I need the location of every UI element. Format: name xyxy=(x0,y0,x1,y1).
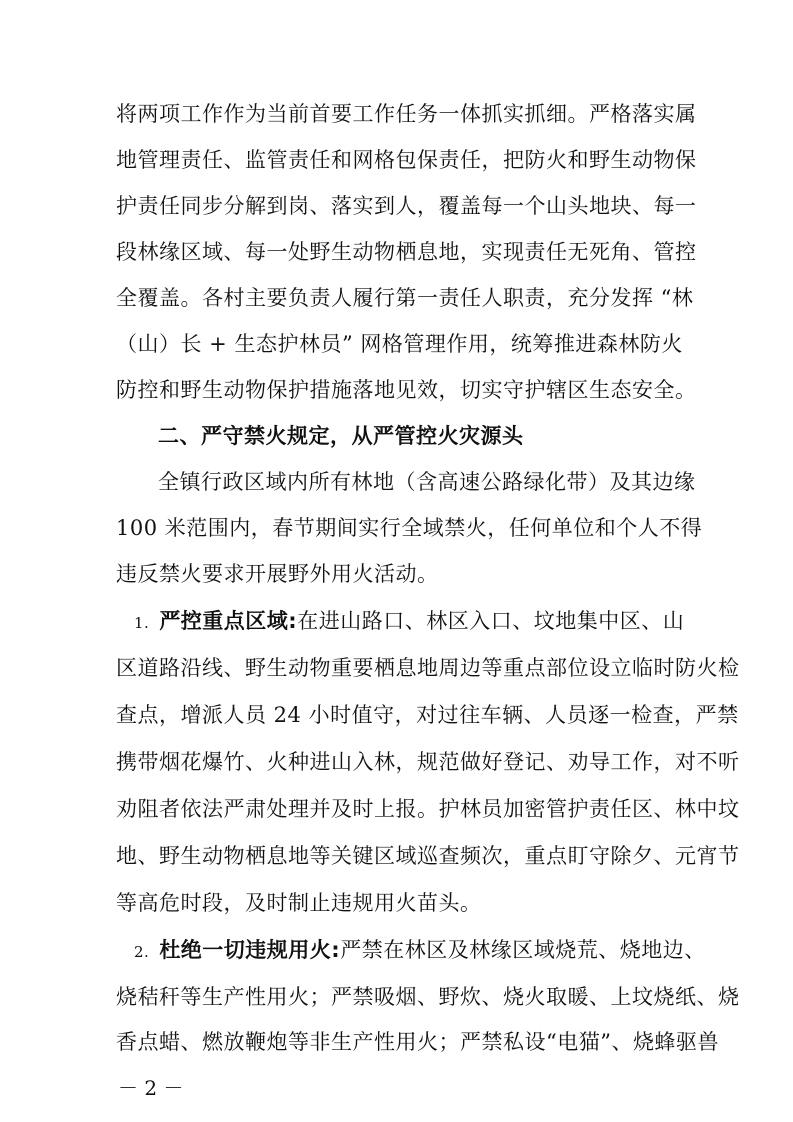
paragraph-line: 携带烟花爆竹、火种进山入林，规范做好登记、劝导工作，对不听 xyxy=(116,750,740,774)
paragraph-line: 等高危时段，及时制止违规用火苗头。 xyxy=(116,891,482,915)
paragraph-line: 将两项工作作为当前首要工作任务一体抓实抓细。严格落实属 xyxy=(116,102,697,126)
paragraph-line: 烧秸秆等生产性用火；严禁吸烟、野炊、烧火取暖、上坟烧纸、烧 xyxy=(116,985,740,1009)
paragraph-line: 香点蜡、燃放鞭炮等非生产性用火；严禁私设“电猫”、烧蜂驱兽 xyxy=(116,1030,719,1054)
paragraph-line: 区道路沿线、野生动物重要栖息地周边等重点部位设立临时防火检 xyxy=(116,656,740,680)
paragraph-line: 100 米范围内，春节期间实行全域禁火，任何单位和个人不得 xyxy=(116,516,703,540)
paragraph-line: 地管理责任、监管责任和网格包保责任，把防火和野生动物保 xyxy=(116,148,697,172)
paragraph-line: 全镇行政区域内所有林地（含高速公路绿化带）及其边缘 xyxy=(158,470,696,494)
list-item-first-line xyxy=(134,603,685,639)
list-item-number: 1. xyxy=(134,614,150,632)
paragraph-line: 违反禁火要求开展野外用火活动。 xyxy=(116,562,439,586)
paragraph-line: 护责任同步分解到岗、落实到人，覆盖每一个山头地块、每一 xyxy=(116,194,697,218)
list-item-title: 杜绝一切违规用火: xyxy=(159,938,341,962)
list-item-text: 在进山路口、林区入口、坟地集中区、山 xyxy=(297,609,685,633)
paragraph-line: 段林缘区域、每一处野生动物栖息地，实现责任无死角、管控 xyxy=(116,240,697,264)
paragraph-line: 全覆盖。各村主要负责人履行第一责任人职责，充分发挥 “林 xyxy=(116,286,694,310)
paragraph-line: （山）长 + 生态护林员” 网格管理作用，统筹推进森林防火 xyxy=(116,332,683,356)
paragraph-line: 查点，增派人员 24 小时值守，对过往车辆、人员逐一检查，严禁 xyxy=(116,703,739,727)
list-item-text: 严禁在林区及林缘区域烧荒、烧地边、 xyxy=(340,938,706,962)
paragraph-line: 劝阻者依法严肃处理并及时上报。护林员加密管护责任区、林中坟 xyxy=(116,797,740,821)
list-item-title: 严控重点区域: xyxy=(159,609,298,633)
paragraph-line: 地、野生动物栖息地等关键区域巡查频次，重点盯守除夕、元宵节 xyxy=(116,844,740,868)
list-item-number: 2. xyxy=(134,943,150,961)
page-number: － 2 － xyxy=(118,1076,184,1100)
paragraph-line: 防控和野生动物保护措施落地见效，切实守护辖区生态安全。 xyxy=(116,378,697,402)
list-item-first-line xyxy=(134,932,706,968)
section-heading: 二、严守禁火规定，从严管控火灾源头 xyxy=(158,424,524,448)
